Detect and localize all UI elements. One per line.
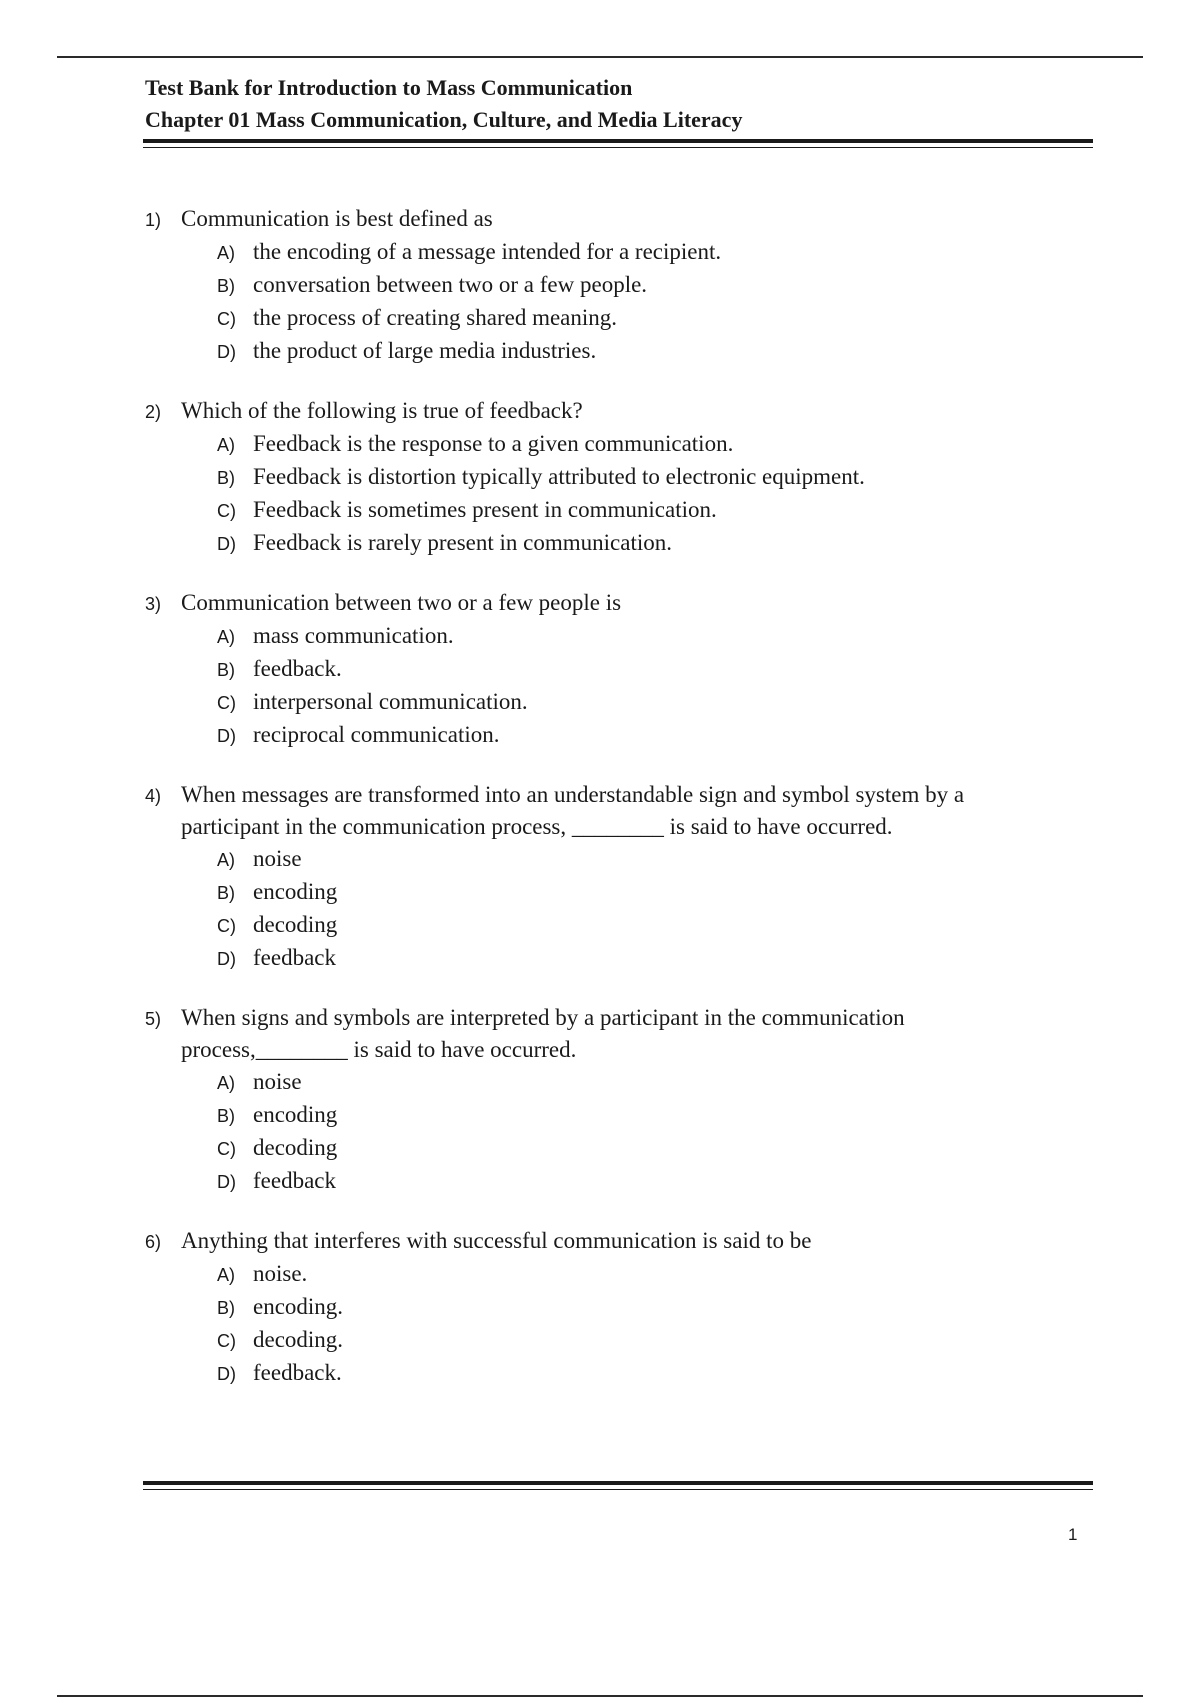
question-list (145, 203, 1095, 1390)
question-4 (145, 779, 1095, 975)
option-text: decoding. (253, 1327, 344, 1352)
option-c (145, 909, 1095, 942)
option-text: encoding (253, 1102, 338, 1127)
option-b (145, 653, 1095, 686)
option-text: feedback (253, 1168, 336, 1193)
option-letter: D) (217, 342, 236, 362)
option-c (145, 686, 1095, 719)
option-letter: D) (217, 534, 236, 554)
question-text: Which of the following is true of feedback? (181, 398, 583, 423)
option-letter: A) (217, 435, 235, 455)
option-text: Feedback is rarely present in communication. (253, 530, 672, 555)
question-number: 3) (145, 594, 162, 614)
option-a (145, 620, 1095, 653)
question-number: 1) (145, 210, 162, 230)
option-letter: C) (217, 501, 236, 521)
option-text: mass communication. (253, 623, 454, 648)
option-letter: D) (217, 1364, 236, 1384)
option-letter: B) (217, 883, 235, 903)
option-letter: C) (217, 1139, 236, 1159)
option-text: encoding. (253, 1294, 344, 1319)
option-text: the product of large media industries. (253, 338, 597, 363)
option-text: feedback. (253, 1360, 342, 1385)
option-letter: D) (217, 949, 236, 969)
option-list (145, 620, 1095, 752)
option-text: Feedback is sometimes present in communication. (253, 497, 717, 522)
option-list (145, 428, 1095, 560)
option-d (145, 1165, 1095, 1198)
option-list (145, 843, 1095, 975)
question-number: 5) (145, 1009, 162, 1029)
option-letter: B) (217, 660, 235, 680)
option-letter: A) (217, 627, 235, 647)
option-letter: B) (217, 276, 235, 296)
document-title: Test Bank for Introduction to Mass Communication (145, 75, 633, 100)
footer-divider (143, 1481, 1093, 1490)
option-text: interpersonal communication. (253, 689, 528, 714)
option-list (145, 1258, 1095, 1390)
header-divider (143, 139, 1093, 148)
option-letter: B) (217, 468, 235, 488)
question-1 (145, 203, 1095, 368)
option-c (145, 494, 1095, 527)
option-letter: D) (217, 1172, 236, 1192)
option-letter: C) (217, 693, 236, 713)
option-a (145, 1258, 1095, 1291)
question-5 (145, 1002, 1095, 1198)
option-d (145, 527, 1095, 560)
option-b (145, 461, 1095, 494)
option-b (145, 1099, 1095, 1132)
option-b (145, 876, 1095, 909)
option-text: the encoding of a message intended for a recipient. (253, 239, 722, 264)
document-header (145, 72, 1095, 136)
question-text: When messages are transformed into an understandable sign and symbol system by a participant in the communication process, ________ is said to have occurred. (181, 782, 965, 839)
question-number: 4) (145, 786, 162, 806)
option-letter: B) (217, 1106, 235, 1126)
question-text: Communication between two or a few people is (181, 590, 622, 615)
page-number: 1 (1068, 1525, 1078, 1544)
option-c (145, 302, 1095, 335)
option-letter: C) (217, 1331, 236, 1351)
question-3 (145, 587, 1095, 752)
option-b (145, 1291, 1095, 1324)
question-number: 6) (145, 1232, 162, 1252)
option-a (145, 843, 1095, 876)
option-d (145, 719, 1095, 752)
option-letter: A) (217, 1073, 235, 1093)
question-text: Anything that interferes with successful communication is said to be (181, 1228, 812, 1253)
option-text: Feedback is distortion typically attributed to electronic equipment. (253, 464, 865, 489)
page-bottom-rule (57, 1695, 1143, 1697)
option-letter: C) (217, 309, 236, 329)
option-list (145, 236, 1095, 368)
option-text: noise. (253, 1261, 308, 1286)
option-text: reciprocal communication. (253, 722, 500, 747)
option-c (145, 1132, 1095, 1165)
option-text: noise (253, 1069, 302, 1094)
option-d (145, 335, 1095, 368)
option-text: conversation between two or a few people. (253, 272, 648, 297)
option-text: encoding (253, 879, 338, 904)
page-top-rule (57, 56, 1143, 58)
option-letter: D) (217, 726, 236, 746)
question-6 (145, 1225, 1095, 1390)
option-letter: A) (217, 850, 235, 870)
option-d (145, 1357, 1095, 1390)
option-list (145, 1066, 1095, 1198)
question-number: 2) (145, 402, 162, 422)
option-a (145, 428, 1095, 461)
chapter-title: Chapter 01 Mass Communication, Culture, and Media Literacy (145, 107, 743, 132)
option-text: feedback (253, 945, 336, 970)
option-text: decoding (253, 1135, 338, 1160)
option-letter: A) (217, 243, 235, 263)
option-d (145, 942, 1095, 975)
option-letter: C) (217, 916, 236, 936)
question-text: When signs and symbols are interpreted by a participant in the communication process,________ is said to have occurred. (181, 1005, 905, 1062)
option-text: the process of creating shared meaning. (253, 305, 618, 330)
option-letter: B) (217, 1298, 235, 1318)
option-text: feedback. (253, 656, 342, 681)
option-a (145, 236, 1095, 269)
option-a (145, 1066, 1095, 1099)
option-letter: A) (217, 1265, 235, 1285)
option-text: decoding (253, 912, 338, 937)
option-text: noise (253, 846, 302, 871)
option-b (145, 269, 1095, 302)
question-text: Communication is best defined as (181, 206, 493, 231)
option-text: Feedback is the response to a given communication. (253, 431, 734, 456)
question-2 (145, 395, 1095, 560)
option-c (145, 1324, 1095, 1357)
